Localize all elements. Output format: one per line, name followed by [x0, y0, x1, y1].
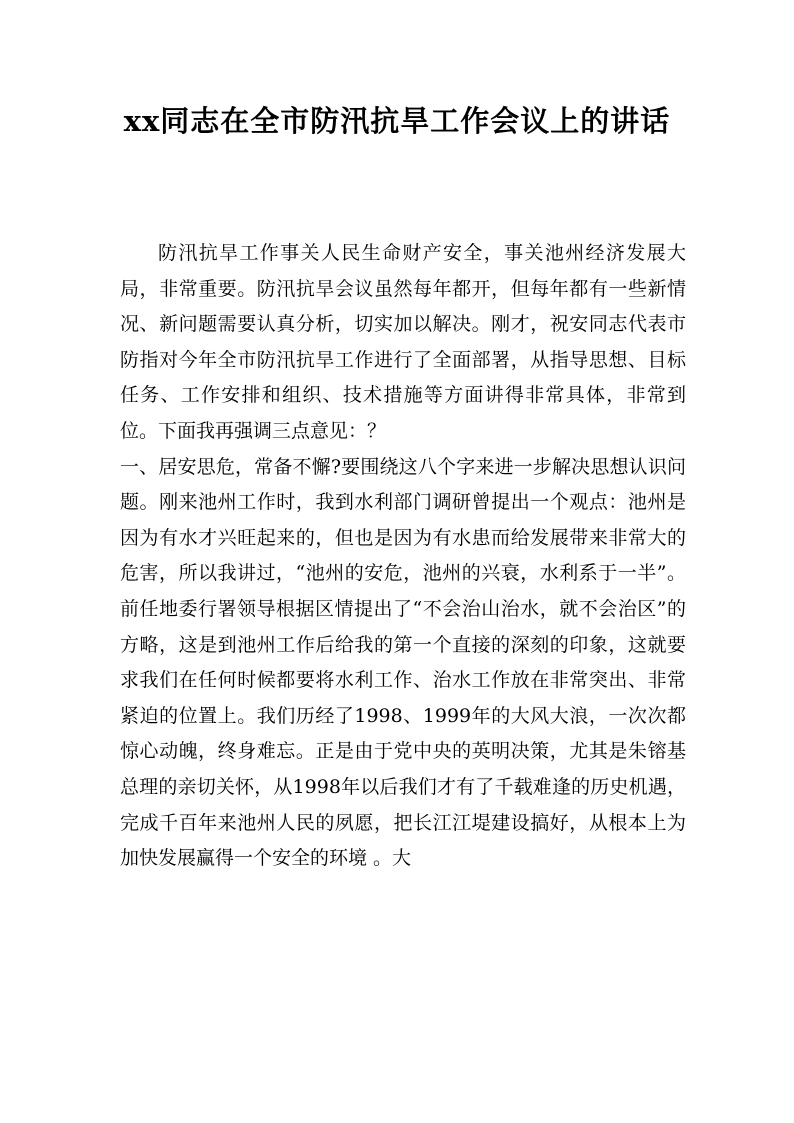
document-body	[120, 236, 686, 877]
document-title: xx同志在全市防汛抗旱工作会议上的讲话	[123, 104, 671, 138]
body-paragraph: 防汛抗旱工作事关人民生命财产安全，事关池州经济发展大局，非常重要。防汛抗旱会议虽然每年都开，但每年都有一些新情况、新问题需要认真分析，切实加以解决。刚才，祝安同志代表市防指对今年全市防汛抗旱工作进行了全面部署，从指导思想、目标任务、工作安排和组织、技术措施等方面讲得非常具体，非常到位。下面我再强调三点意见：？	[120, 242, 686, 442]
body-paragraph: 一、居安思危，常备不懈?要围绕这八个字来进一步解决思想认识问题。刚来池州工作时，我到水利部门调研曾提出一个观点：池州是因为有水才兴旺起来的，但也是因为有水患而给发展带来非常大的危害，所以我讲过，“池州的安危，池州的兴衰，水利系于一半”。前任地委行署领导根据区情提出了“不会治山治水，就不会治区”的方略，这是到池州工作后给我的第一个直接的深刻的印象，这就要求我们在任何时候都要将水利工作、治水工作放在非常突出、非常紧迫的位置上。我们历经了1998、1999年的大风大浪，一次次都惊心动魄，终身难忘。正是由于党中央的英明决策，尤其是朱镕基总理的亲切关怀，从1998年以后我们才有了千载难逢的历史机遇，完成千百年来池州人民的夙愿，把长江江堤建设搞好，从根本上为加快发展赢得一个安全的环境 。大	[120, 455, 686, 870]
